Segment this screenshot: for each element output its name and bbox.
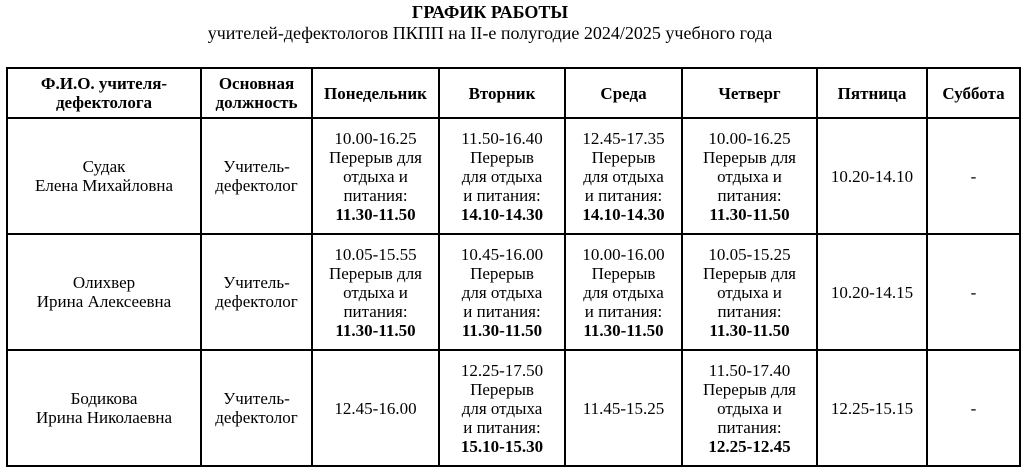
header-saturday: Суббота: [927, 68, 1020, 118]
schedule-cell-thursday: 10.00-16.25 Перерыв для отдыха и питания: 11.30-11.50: [682, 118, 817, 234]
teacher-name-cell: Олихвер Ирина Алексеевна: [7, 234, 201, 350]
table-row: [7, 118, 1020, 234]
schedule-cell-saturday: -: [927, 350, 1020, 466]
break-time: 11.30-11.50: [335, 204, 416, 224]
teacher-name-cell: Бодикова Ирина Николаевна: [7, 350, 201, 466]
position-cell: Учитель- дефектолог: [201, 350, 312, 466]
header-wednesday: Среда: [565, 68, 682, 118]
table-row: [7, 234, 1020, 350]
schedule-cell-thursday: 10.05-15.25 Перерыв для отдыха и питания: 11.30-11.50: [682, 234, 817, 350]
table-row: [7, 350, 1020, 466]
schedule-table: [6, 67, 1021, 467]
break-time: 11.30-11.50: [335, 320, 416, 340]
schedule-cell-friday: 10.20-14.10: [817, 118, 927, 234]
header-friday: Пятница: [817, 68, 927, 118]
break-time: 11.30-11.50: [709, 320, 790, 340]
schedule-cell-monday: 10.00-16.25 Перерыв для отдыха и питания: 11.30-11.50: [312, 118, 439, 234]
schedule-cell-saturday: -: [927, 234, 1020, 350]
schedule-cell-wednesday: 11.45-15.25: [565, 350, 682, 466]
schedule-cell-friday: 12.25-15.15: [817, 350, 927, 466]
break-time: 11.30-11.50: [583, 320, 664, 340]
schedule-cell-wednesday: 12.45-17.35 Перерыв для отдыха и питания: 14.10-14.30: [565, 118, 682, 234]
header-name: Ф.И.О. учителя- дефектолога: [7, 68, 201, 118]
schedule-cell-tuesday: 11.50-16.40 Перерыв для отдыха и питания: 14.10-14.30: [439, 118, 565, 234]
schedule-cell-friday: 10.20-14.15: [817, 234, 927, 350]
schedule-cell-tuesday: 12.25-17.50 Перерыв для отдыха и питания: 15.10-15.30: [439, 350, 565, 466]
header-tuesday: Вторник: [439, 68, 565, 118]
position-cell: Учитель- дефектолог: [201, 118, 312, 234]
document-title: ГРАФИК РАБОТЫ: [411, 2, 569, 22]
schedule-cell-wednesday: 10.00-16.00 Перерыв для отдыха и питания: 11.30-11.50: [565, 234, 682, 350]
schedule-cell-saturday: -: [927, 118, 1020, 234]
schedule-cell-monday: 12.45-16.00: [312, 350, 439, 466]
break-time: 12.25-12.45: [708, 436, 791, 456]
document-subtitle: учителей-дефектологов ПКПП на II-е полугодие 2024/2025 учебного года: [207, 23, 773, 43]
break-time: 14.10-14.30: [460, 204, 544, 224]
header-position: Основная должность: [201, 68, 312, 118]
schedule-cell-thursday: 11.50-17.40 Перерыв для отдыха и питания: 12.25-12.45: [682, 350, 817, 466]
header-thursday: Четверг: [682, 68, 817, 118]
break-time: 14.10-14.30: [582, 204, 665, 224]
break-time: 11.30-11.50: [709, 204, 790, 224]
break-time: 15.10-15.30: [460, 436, 544, 456]
teacher-name-cell: Судак Елена Михайловна: [7, 118, 201, 234]
table-header-row: [7, 68, 1020, 118]
header-monday: Понедельник: [312, 68, 439, 118]
schedule-cell-monday: 10.05-15.55 Перерыв для отдыха и питания: 11.30-11.50: [312, 234, 439, 350]
position-cell: Учитель- дефектолог: [201, 234, 312, 350]
schedule-cell-tuesday: 10.45-16.00 Перерыв для отдыха и питания: 11.30-11.50: [439, 234, 565, 350]
break-time: 11.30-11.50: [461, 320, 543, 340]
